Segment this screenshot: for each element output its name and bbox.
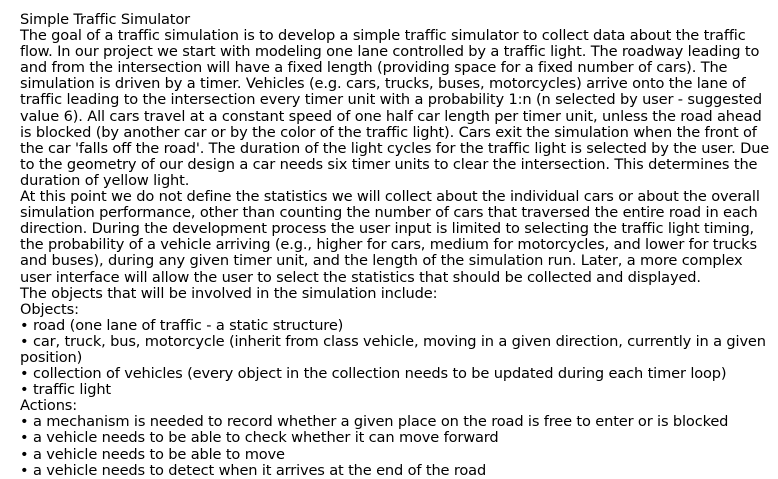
- document: [20, 12, 772, 479]
- actions-list: [20, 414, 772, 478]
- list-item: • a vehicle needs to be able to check whether it can move forward: [20, 430, 772, 446]
- objects-intro: The objects that will be involved in the simulation include:: [20, 284, 438, 302]
- statistics-paragraph: At this point we do not define the statistics we will collect about the individual cars or about the overall simulation performance, other than counting the number of cars that traversed the entire road in each direction. During the development process the user input is limited to selecting the traffic light timing, the probability of a vehicle arriving (e.g., higher for cars, medium for motorcycles, and lower for trucks and buses), during any given timer unit, and the length of the simulation run. Later, a more complex user interface will allow the user to select the statistics that should be collected and displayed.: [20, 188, 760, 286]
- actions-heading: Actions:: [20, 397, 78, 415]
- objects-list: [20, 318, 772, 398]
- list-item: • a vehicle needs to detect when it arrives at the end of the road: [20, 463, 772, 479]
- list-item: • road (one lane of traffic - a static structure): [20, 318, 772, 334]
- intro-paragraph: The goal of a traffic simulation is to develop a simple traffic simulator to collect data about the traffic flow. In our project we start with modeling one lane controlled by a traffic light. The roadway leading to and from the intersection will have a fixed length (providing space for a fixed number of cars). The simulation is driven by a timer. Vehicles (e.g. cars, trucks, buses, motorcycles) arrive onto the lane of traffic leading to the intersection every timer unit with a probability 1:n (n selected by user - suggested value 6). All cars travel at a constant speed of one half car length per timer unit, unless the road ahead is blocked (by another car or by the color of the traffic light). Cars exit the simulation when the front of the car 'falls off the road'. The duration of the light cycles for the traffic light is selected by the user. Due to the geometry of our design a car needs six timer units to clear the intersection. This determines the duration of yellow light.: [20, 27, 770, 189]
- list-item: • car, truck, bus, motorcycle (inherit from class vehicle, moving in a given direction, currently in a given position): [20, 334, 772, 366]
- list-item: • traffic light: [20, 382, 772, 398]
- list-item: • collection of vehicles (every object in the collection needs to be updated during each timer loop): [20, 366, 772, 382]
- list-item: • a vehicle needs to be able to move: [20, 447, 772, 463]
- objects-heading: Objects:: [20, 300, 79, 318]
- list-item: • a mechanism is needed to record whether a given place on the road is free to enter or is blocked: [20, 414, 772, 430]
- document-title: Simple Traffic Simulator: [20, 11, 191, 28]
